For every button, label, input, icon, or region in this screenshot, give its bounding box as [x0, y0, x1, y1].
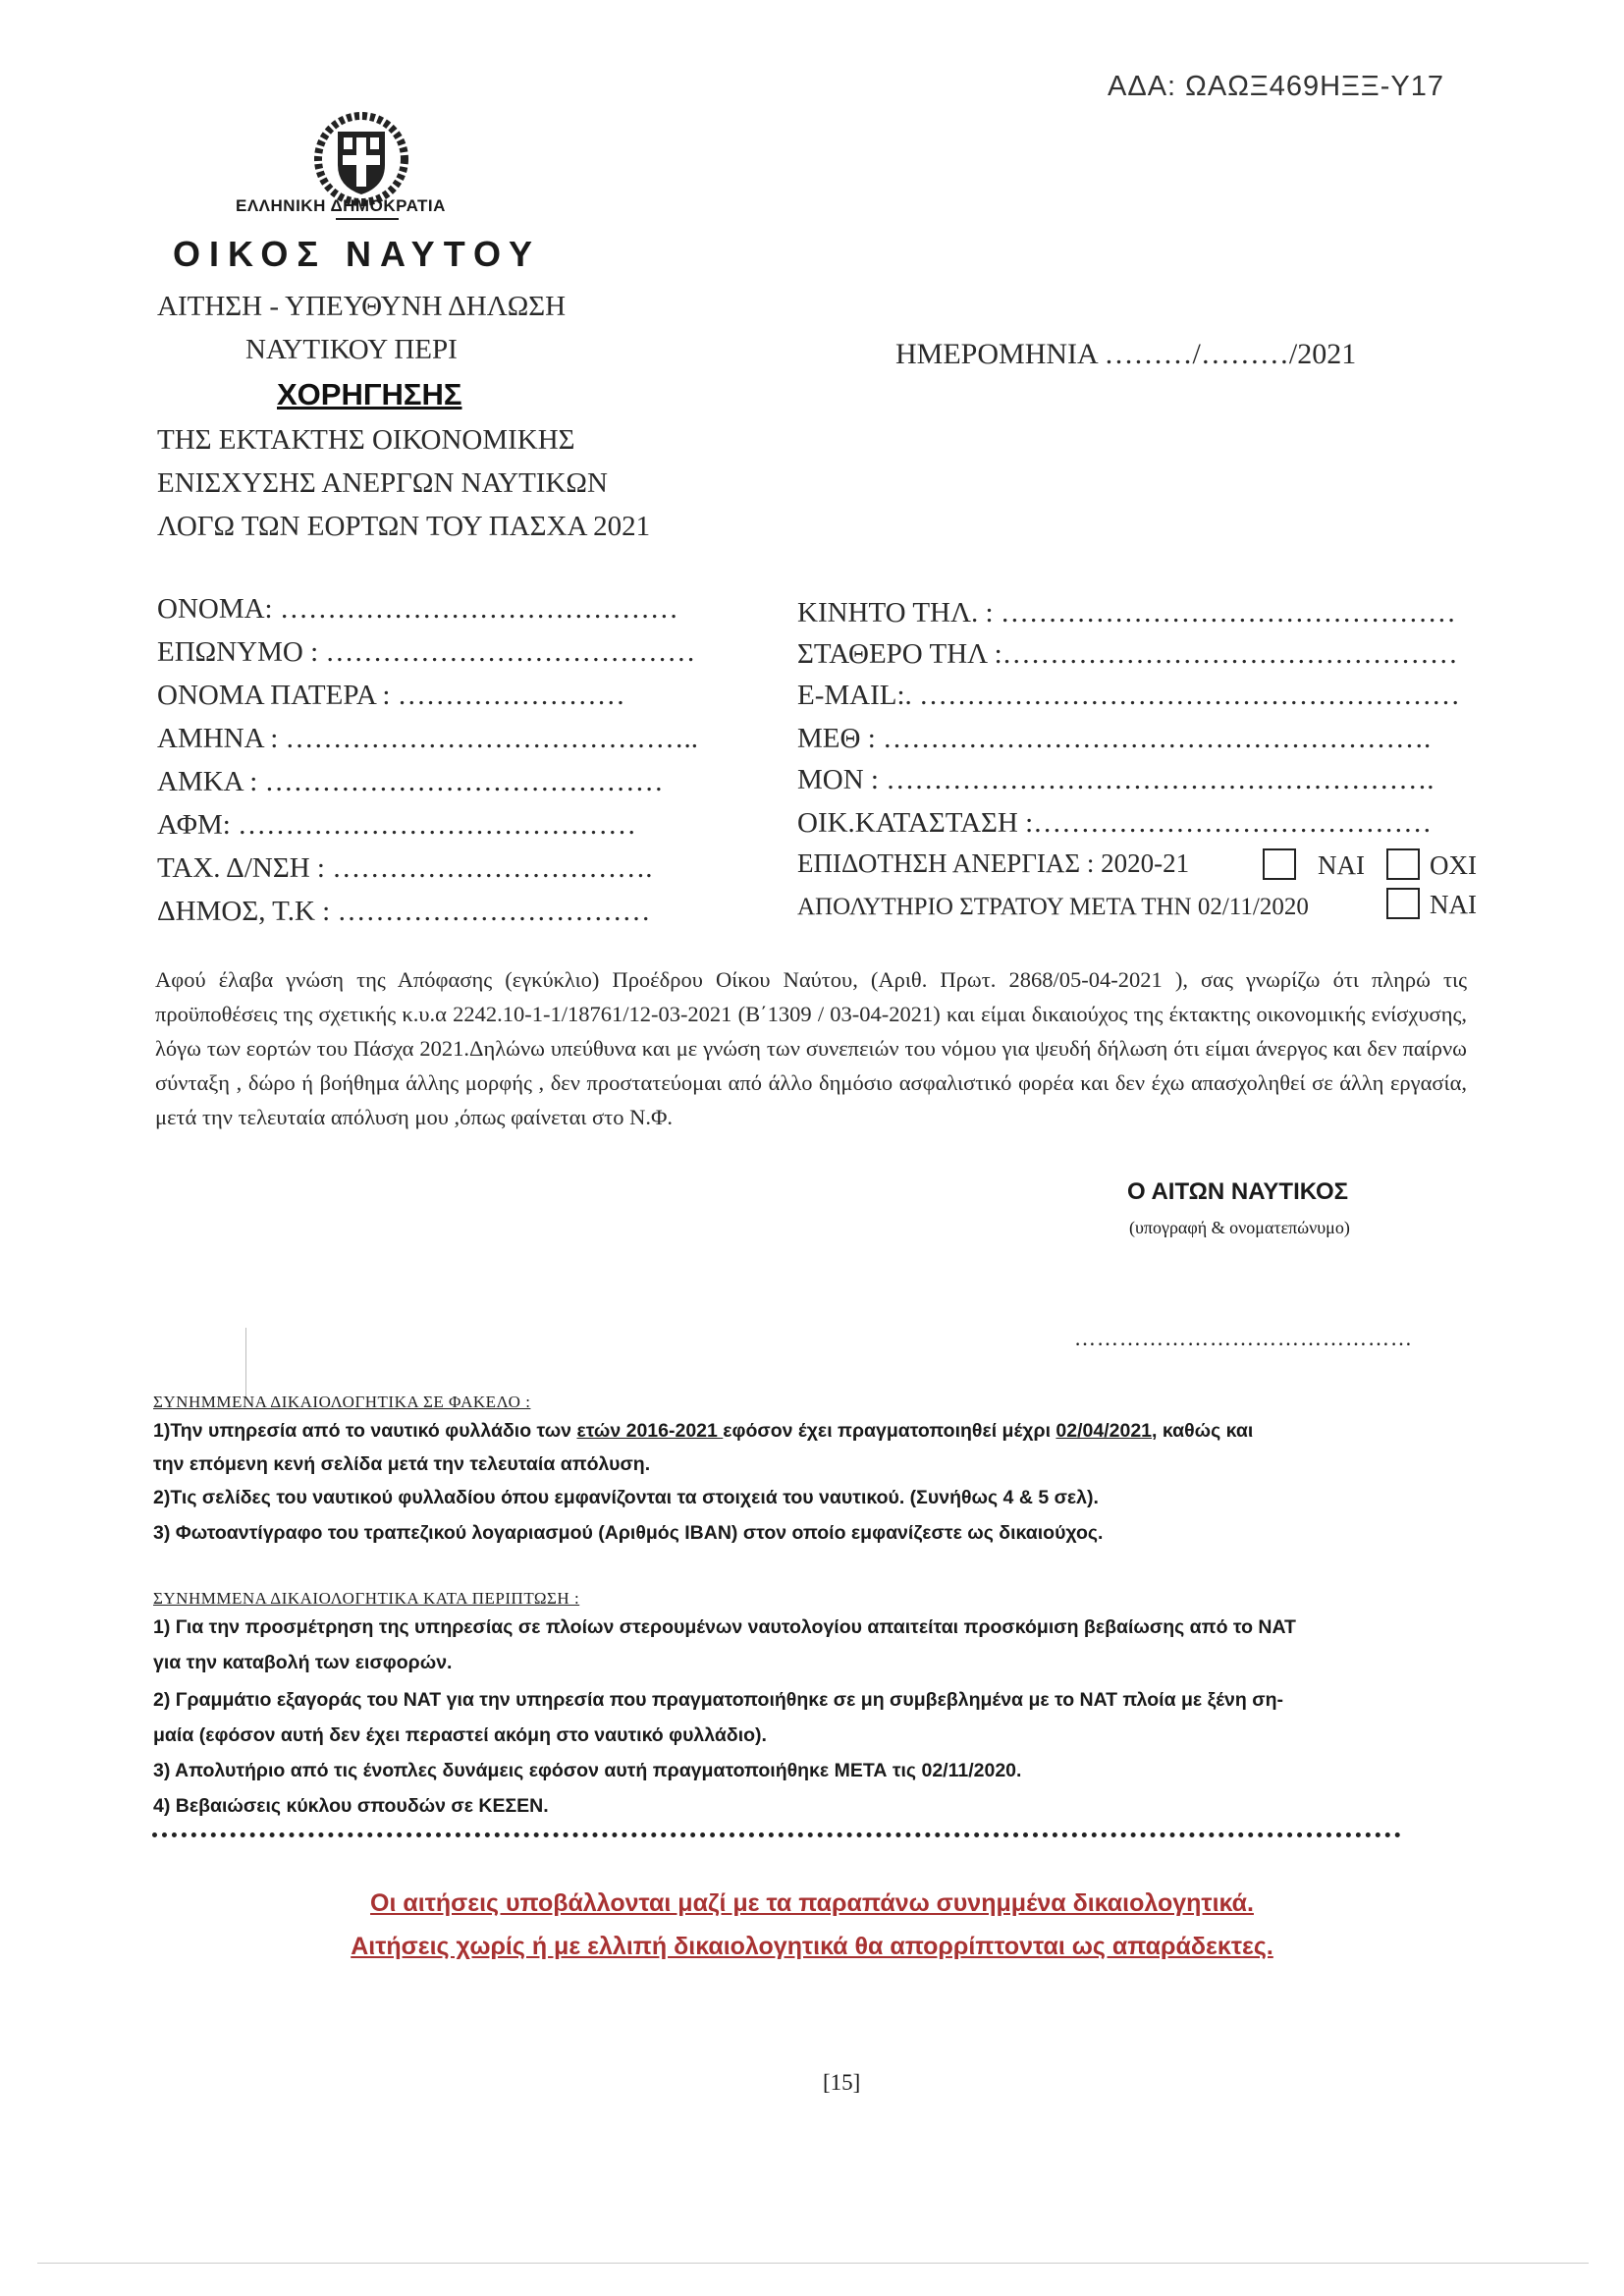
father-name-field[interactable]: ΟΝΟΜΑ ΠΑΤΕΡΑ : ……………………	[157, 680, 625, 711]
title-line-3: ΧΟΡΗΓΗΣΗΣ	[277, 377, 462, 411]
title-line-5: ΕΝΙΣΧΥΣΗΣ ΑΝΕΡΓΩΝ ΝΑΥΤΙΚΩΝ	[157, 467, 608, 499]
republic-underline	[336, 218, 399, 220]
signature-subtitle: (υπογραφή & ονοματεπώνυμο)	[1129, 1218, 1350, 1237]
afm-field[interactable]: ΑΦΜ: ……………………………………	[157, 809, 637, 841]
unemployment-no-checkbox[interactable]	[1386, 848, 1420, 880]
attachment-case-item-2-cont: μαία (εφόσον αυτή δεν έχει περαστεί ακόμη στο ναυτικό φυλλάδιο).	[153, 1724, 767, 1746]
address-field[interactable]: ΤΑΧ. Δ/ΝΣΗ : …………………………….	[157, 852, 653, 884]
warning-line-1: Οι αιτήσεις υποβάλλονται μαζί με τα παραπάνω συνημμένα δικαιολογητικά.	[370, 1889, 1254, 1917]
attachment-case-item-1-cont: για την καταβολή των εισφορών.	[153, 1652, 453, 1673]
warning-line-2: Αιτήσεις χωρίς ή με ελλιπή δικαιολογητικά θα απορρίπτονται ως απαράδεκτες.	[351, 1933, 1273, 1960]
date-field[interactable]: ΗΜΕΡΟΜΗΝΙΑ ………/………/2021	[895, 338, 1357, 370]
amka-field[interactable]: ΑΜΚΑ : ……………………………………	[157, 766, 664, 797]
organization-name: ΟΙΚΟΣ ΝΑΥΤΟΥ	[173, 234, 542, 274]
unemployment-label: ΕΠΙΔΟΤΗΣΗ ΑΝΕΡΓΙΑΣ : 2020-21	[797, 848, 1190, 878]
attachment-folder-item-1: 1)Την υπηρεσία από το ναυτικό φυλλάδιο των ετών 2016-2021 εφόσον έχει πραγματοποιηθεί μέχρι 02/04/2021, καθώς και	[153, 1420, 1254, 1442]
scan-bottom-edge	[37, 2263, 1589, 2264]
amhna-field[interactable]: ΑΜΗΝΑ : ……………………………………..	[157, 723, 699, 754]
military-yes-label: ΝΑΙ	[1430, 890, 1477, 919]
attachment-case-item-2: 2) Γραμμάτιο εξαγοράς του ΝΑΤ για την υπηρεσία που πραγματοποιήθηκε σε μη συμβεβλημένα με το ΝΑΤ πλοία με ξένη ση-	[153, 1689, 1283, 1711]
attachment-case-item-3: 3) Απολυτήριο από τις ένοπλες δυνάμεις εφόσον αυτή πραγματοποιήθηκε ΜΕΤΑ τις 02/11/2020.	[153, 1760, 1022, 1781]
military-yes-checkbox[interactable]	[1386, 888, 1420, 919]
scan-artifact-line	[245, 1328, 246, 1396]
unemployment-yes-checkbox[interactable]	[1263, 848, 1296, 880]
signature-line[interactable]: ………………………………………	[1074, 1326, 1413, 1350]
republic-label: ΕΛΛΗΝΙΚΗ ΔΗΜΟΚΡΑΤΙΑ	[236, 196, 446, 215]
meth-field[interactable]: ΜΕΘ : ………………………………………………….	[797, 723, 1432, 754]
unemployment-no-label: ΟΧΙ	[1430, 850, 1477, 880]
title-line-4: ΤΗΣ ΕΚΤΑΚΤΗΣ ΟΙΚΟΝΟΜΙΚΗΣ	[157, 424, 575, 456]
mobile-phone-field[interactable]: ΚΙΝΗΤΟ ΤΗΛ. : …………………………………………	[797, 597, 1456, 629]
municipality-field[interactable]: ΔΗΜΟΣ, Τ.Κ : ……………………………	[157, 896, 651, 927]
title-line-6: ΛΟΓΩ ΤΩΝ ΕΟΡΤΩΝ ΤΟΥ ΠΑΣΧΑ 2021	[157, 511, 651, 542]
attachment-case-item-1: 1) Για την προσμέτρηση της υπηρεσίας σε πλοίων στερουμένων ναυτολογίου απαιτείται προσκόμιση βεβαίωσης από το ΝΑΤ	[153, 1616, 1296, 1638]
attachment-case-item-4: 4) Βεβαιώσεις κύκλου σπουδών σε ΚΕΣΕΝ.	[153, 1795, 549, 1817]
attachments-case-title: ΣΥΝΗΜΜΕΝΑ ΔΙΚΑΙΟΛΟΓΗΤΙΚΑ ΚΑΤΑ ΠΕΡΙΠΤΩΣΗ :	[153, 1589, 580, 1608]
dotted-separator	[152, 1832, 1401, 1837]
page-number: [15]	[823, 2070, 861, 2095]
title-line-1: ΑΙΤΗΣΗ - ΥΠΕΥΘΥΝΗ ΔΗΛΩΣΗ	[157, 291, 567, 322]
unemployment-yes-label: ΝΑΙ	[1318, 850, 1365, 880]
title-line-2: ΝΑΥΤΙΚΟΥ ΠΕΡΙ	[245, 334, 458, 365]
attachment-folder-item-1-cont: την επόμενη κενή σελίδα μετά την τελευταία απόλυση.	[153, 1453, 651, 1475]
signature-title: Ο ΑΙΤΩΝ ΝΑΥΤΙΚΟΣ	[1127, 1178, 1349, 1205]
marital-status-field[interactable]: ΟΙΚ.ΚΑΤΑΣΤΑΣΗ :……………………………………	[797, 807, 1433, 839]
attachment-folder-item-3: 3) Φωτοαντίγραφο του τραπεζικού λογαριασμού (Αριθμός ΙΒΑΝ) στον οποίο εμφανίζεστε ως δικαιούχος.	[153, 1522, 1104, 1544]
ada-code: ΑΔΑ: ΩΑΩΞ469ΗΞΞ-Υ17	[1108, 71, 1444, 102]
email-field[interactable]: E-MAIL:. …………………………………………………	[797, 680, 1461, 711]
first-name-field[interactable]: ΟΝΟΜΑ: ……………………………………	[157, 593, 678, 625]
last-name-field[interactable]: ΕΠΩΝΥΜΟ : …………………………………	[157, 636, 696, 668]
military-label: ΑΠΟΛΥΤΗΡΙΟ ΣΤΡΑΤΟΥ ΜΕΤΑ ΤΗΝ 02/11/2020	[797, 894, 1309, 920]
greek-coat-of-arms-icon	[310, 108, 412, 210]
declaration-text: Αφού έλαβα γνώση της Απόφασης (εγκύκλιο) Προέδρου Οίκου Ναύτου, (Αριθ. Πρωτ. 2868/05-04-2021 ), σας γνωρίζω ότι πληρώ τις προϋποθέσεις της σχετικής κ.υ.α 2242.10-1-1/18761/12-03-2021 (Β΄1309 / 03-04-2021) και είμαι δικαιούχος της έκτακτης οικονομικής ενίσχυσης, λόγω των εορτών του Πάσχα 2021.Δηλώνω υπεύθυνα και με γνώση των συνεπειών του νόμου για ψευδή δήλωση ότι είμαι άνεργος και δεν παίρνω σύνταξη , δώρο ή βοήθημα άλλης μορφής , δεν προστατεύομαι από άλλο δημόσιο ασφαλιστικό φορέα και δεν έχω απασχοληθεί σε άλλη εργασία, μετά την τελευταία απόλυση μου ,όπως φαίνεται στο Ν.Φ.	[155, 967, 1467, 1129]
attachments-folder-title: ΣΥΝΗΜΜΕΝΑ ΔΙΚΑΙΟΛΟΓΗΤΙΚΑ ΣΕ ΦΑΚΕΛΟ :	[153, 1393, 531, 1411]
landline-phone-field[interactable]: ΣΤΑΘΕΡΟ ΤΗΛ :…………………………………………	[797, 638, 1458, 670]
mon-field[interactable]: ΜΟΝ : ………………………………………………….	[797, 764, 1435, 795]
attachment-folder-item-2: 2)Τις σελίδες του ναυτικού φυλλαδίου όπου εμφανίζονται τα στοιχειά του ναυτικού. (Συνήθως 4 & 5 σελ).	[153, 1487, 1099, 1508]
